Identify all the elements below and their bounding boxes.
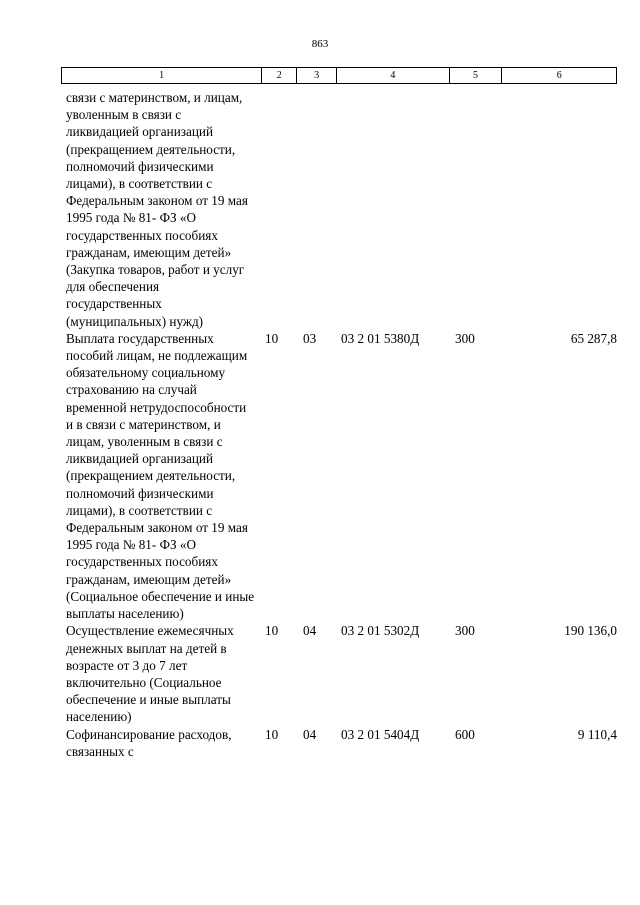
table-header [61, 67, 617, 84]
row-description: Софинансирование расходов, связанных с [66, 726, 232, 759]
header-col-2: 2 [261, 68, 296, 83]
row-code: 03 2 01 5302Д [341, 623, 420, 639]
row-subsection: 04 [303, 623, 317, 639]
table-row [66, 622, 617, 725]
row-description: Осуществление ежемесячных денежных выплат на детей в возрасте от 3 до 7 лет включительно (Социальное обеспечение и иные выплаты населению) [66, 623, 234, 725]
row-code: 03 2 01 5380Д [341, 330, 420, 346]
table-row [66, 726, 617, 760]
row-amount: 9 110,4 [577, 726, 617, 742]
row-section: 10 [265, 623, 279, 639]
table-body [66, 89, 617, 760]
row-description: Выплата государственных пособий лицам, не подлежащим обязательному социальному страхованию на случай временной нетрудоспособности и в связи с материнством, и лицам, уволенным в связи с ликвидацией организаций (прекращением деятельности, полномочий физическими лицами), в соответствии с Федеральным законом от 19 мая 1995 года № 81- ФЗ «О государственных пособиях гражданам, имеющим детей» (Социальное обеспечение и иные выплаты населению) [66, 330, 255, 622]
header-col-5: 5 [449, 68, 502, 83]
row-section: 10 [265, 726, 279, 742]
header-col-1: 1 [159, 70, 165, 81]
row-section: 10 [265, 330, 279, 346]
row-type: 300 [455, 330, 475, 346]
row-amount: 65 287,8 [570, 330, 617, 346]
row-type: 300 [455, 623, 475, 639]
row-type: 600 [455, 726, 475, 742]
table-row [66, 330, 617, 622]
row-subsection: 04 [303, 726, 317, 742]
row-subsection: 03 [303, 330, 317, 346]
header-col-6: 6 [501, 68, 616, 83]
row-code: 03 2 01 5404Д [341, 726, 420, 742]
table-row [66, 89, 617, 330]
header-col-4: 4 [336, 68, 449, 83]
page-number: 863 [311, 38, 329, 50]
row-description: связи с материнством, и лицам, уволенным в связи с ликвидацией организаций (прекращением деятельности, полномочий физическими лицами), в соответствии с Федеральным законом от 19 мая 1995 года № 81- ФЗ «О государственных пособиях гражданам, имеющим детей» (Закупка товаров, работ и услуг для обеспечения государственных (муниципальных) нужд) [66, 90, 248, 329]
header-col-3: 3 [296, 68, 336, 83]
row-amount: 190 136,0 [564, 623, 617, 639]
